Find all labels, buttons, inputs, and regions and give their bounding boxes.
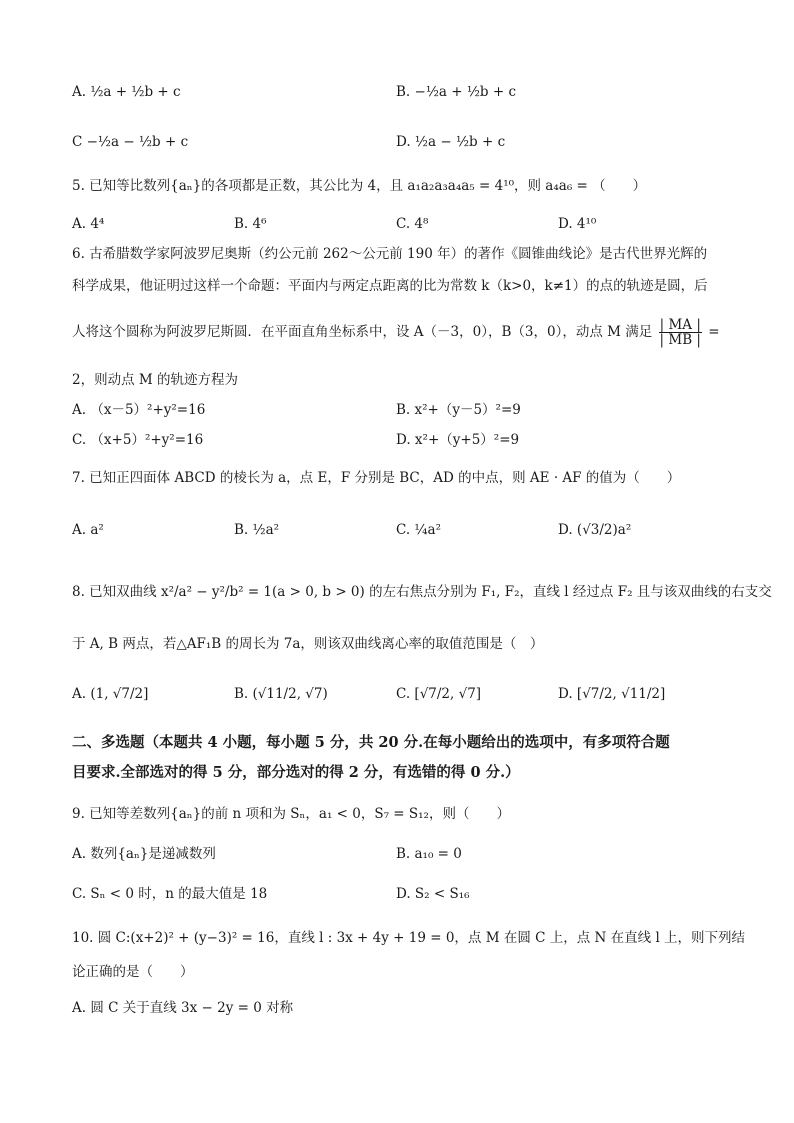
q8-line1: 8. 已知双曲线 x²/a² − y²/b² = 1(a > 0, b > 0) 的左右焦点分别为 F₁, F₂，直线 l 经过点 F₂ 且与该双曲线的右支交 [72, 584, 772, 600]
q6-option-d: D. x²+（y+5）²=9 [396, 432, 520, 448]
q5-stem: 5. 已知等比数列{aₙ}的各项都是正数，其公比为 4，且 a₁a₂a₃a₄a₅ = 4¹⁰，则 a₄a₆ = （ ） [72, 178, 647, 194]
q8-option-b: B. (√11/2, √7) [234, 686, 328, 702]
q8-option-d: D. [√7/2, √11/2] [558, 686, 666, 702]
q9-stem: 9. 已知等差数列{aₙ}的前 n 项和为 Sₙ，a₁ < 0，S₇ = S₁₂，则（ ） [72, 806, 510, 822]
q10-option-a: A. 圆 C 关于直线 3x − 2y = 0 对称 [72, 1000, 294, 1016]
q6-ratio-numerator: | MA | [659, 317, 701, 333]
q6-ratio-denominator: | MB | [659, 332, 701, 349]
q8-line2: 于 A, B 两点，若△AF₁B 的周长为 7a，则该双曲线离心率的取值范围是（ ） [72, 636, 544, 652]
q6-line2: 科学成果，他证明过这样一个命题：平面内与两定点距离的比为常数 k（k>0，k≠1）的点的轨迹是圆，后 [72, 278, 708, 294]
prev-option-a: A. ½a + ½b + c [72, 84, 181, 100]
q7-option-a: A. a² [72, 522, 104, 538]
prev-option-b: B. −½a + ½b + c [396, 84, 517, 100]
q6-equals: = [708, 324, 720, 341]
q6-line3 [72, 318, 720, 347]
q9-option-b: B. a₁₀ = 0 [396, 846, 462, 862]
q6-option-b: B. x²+（y－5）²=9 [396, 402, 521, 418]
q7-stem: 7. 已知正四面体 ABCD 的棱长为 a，点 E，F 分别是 BC，AD 的中点，则 AE · AF 的值为（ ） [72, 470, 681, 486]
prev-option-d: D. ½a − ½b + c [396, 134, 506, 150]
q8-option-a: A. (1, √7/2] [72, 686, 149, 702]
q7-option-b: B. ½a² [234, 522, 280, 538]
q7-option-d: D. (√3/2)a² [558, 522, 632, 538]
q9-option-d: D. S₂ < S₁₆ [396, 886, 470, 902]
q9-option-a: A. 数列{aₙ}是递减数列 [72, 846, 216, 862]
q5-option-b: B. 4⁶ [234, 216, 267, 232]
q6-line1: 6. 古希腊数学家阿波罗尼奥斯（约公元前 262～公元前 190 年）的著作《圆锥曲线论》是古代世界光辉的 [72, 246, 708, 262]
q5-option-d: D. 4¹⁰ [558, 216, 597, 232]
prev-option-c: C −½a − ½b + c [72, 134, 189, 150]
q5-option-c: C. 4⁸ [396, 216, 429, 232]
q6-option-c: C. （x+5）²+y²=16 [72, 432, 204, 448]
q9-option-c: C. Sₙ < 0 时，n 的最大值是 18 [72, 886, 268, 902]
q10-line1: 10. 圆 C:(x+2)² + (y−3)² = 16，直线 l : 3x + 4y + 19 = 0，点 M 在圆 C 上，点 N 在直线 l 上，则下列结 [72, 930, 746, 946]
section2-heading-line2: 目要求.全部选对的得 5 分，部分选对的得 2 分，有选错的得 0 分.） [72, 764, 520, 781]
q6-line4: 2，则动点 M 的轨迹方程为 [72, 372, 238, 388]
q10-line2: 论正确的是（ ） [72, 964, 194, 980]
q6-line3-text: 人将这个圆称为阿波罗尼斯圆．在平面直角坐标系中，设 A（－3，0），B（3，0），动点 M 满足 [72, 324, 653, 341]
q5-option-a: A. 4⁴ [72, 216, 105, 232]
section2-heading-line1: 二、多选题（本题共 4 小题，每小题 5 分，共 20 分.在每小题给出的选项中，有多项符合题 [72, 734, 670, 751]
q7-option-c: C. ¼a² [396, 522, 441, 538]
q6-ratio-fraction [659, 318, 702, 347]
q6-option-a: A. （x－5）²+y²=16 [72, 402, 206, 418]
q8-option-c: C. [√7/2, √7] [396, 686, 482, 702]
